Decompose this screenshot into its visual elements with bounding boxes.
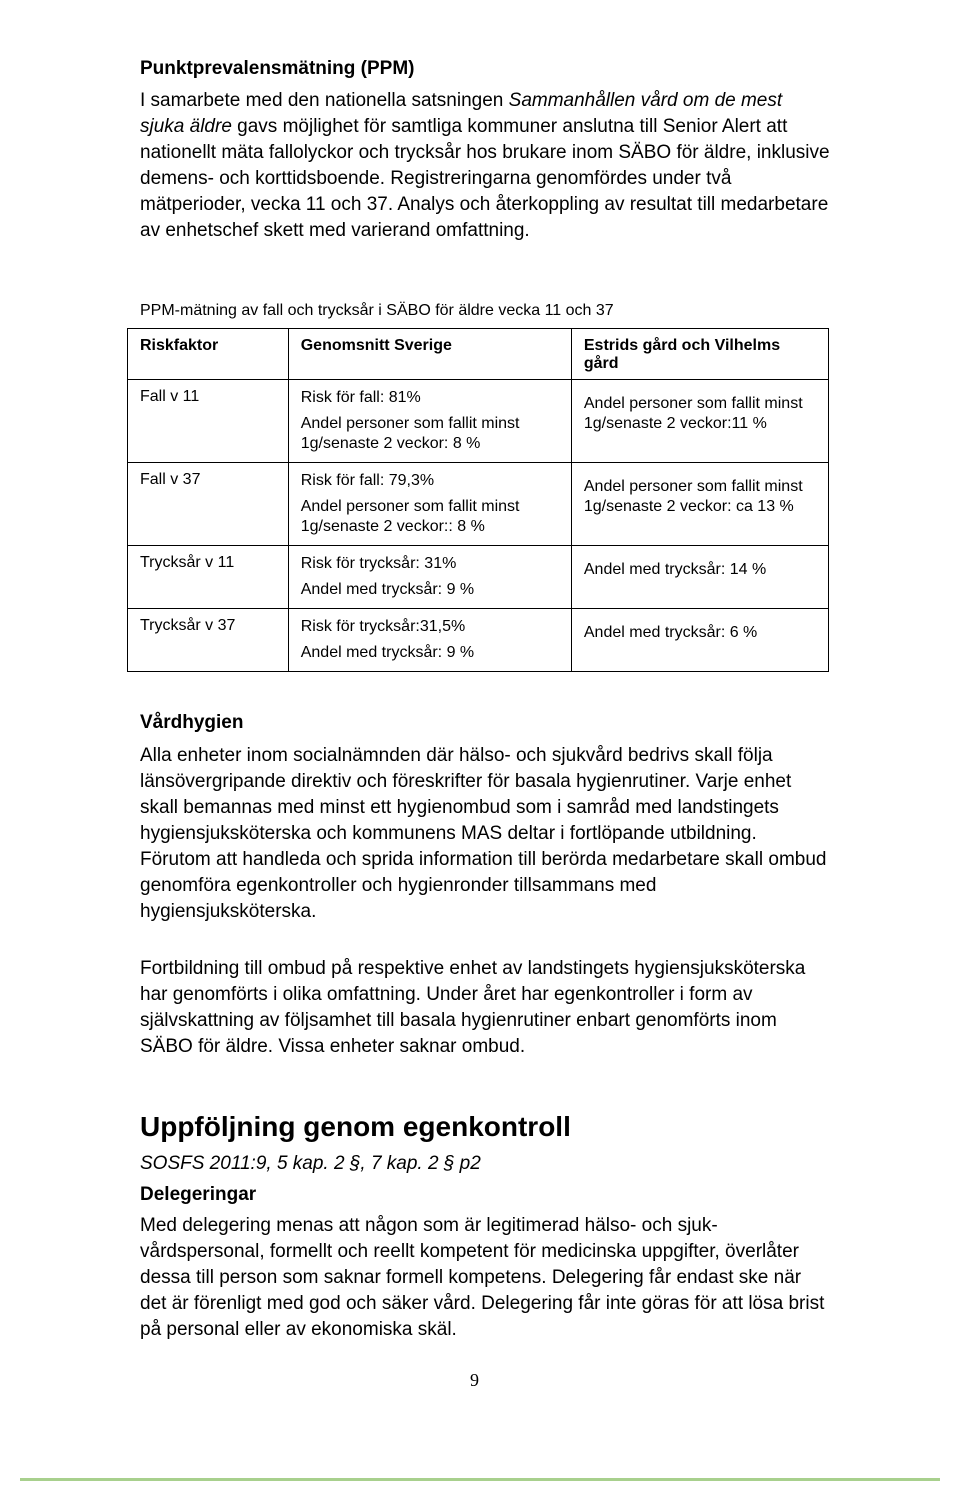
header-estrids-vilhelms: Estrids gård och Vilhelms gård — [571, 329, 828, 380]
ppm-heading: Punktprevalensmätning (PPM) — [140, 58, 415, 79]
estrid-andel: Andel personer som fallit minst 1g/senaste 2 veckor: ca 13 % — [583, 478, 803, 515]
row-factor: Fall v 37 — [128, 463, 289, 546]
row-factor: Trycksår v 37 — [128, 609, 289, 672]
delegeringar-paragraph: Med delegering menas att någon som är legitimerad hälso- och sjukvårdspersonal, formellt och reellt kompetent för medicinska uppgifter, överlåter dessa till person som saknar formell kompetens. Delegering får endast ske när det är förenligt med god och säker vård. Delegering får inte göras för att lösa brist på personal eller av ekonomiska skäl. — [140, 1215, 825, 1340]
table-row — [128, 380, 829, 463]
header-genomsnitt-sverige: Genomsnitt Sverige — [288, 329, 571, 380]
row-estrid — [571, 546, 828, 609]
delegeringar-heading: Delegeringar — [140, 1184, 257, 1205]
sverige-andel: Andel med trycksår: 9 % — [300, 581, 475, 598]
ppm-paragraph-italic: Sammanhållen vård om de mest sjuka äldre — [140, 90, 783, 137]
table-row — [128, 546, 829, 609]
ppm-paragraph-prefix: I samarbete med den nationella satsningen — [140, 90, 509, 111]
row-factor: Trycksår v 11 — [128, 546, 289, 609]
ppm-paragraph-suffix: gavs möjlighet för samtliga kommuner anslutna till Senior Alert att nationellt mäta fallolyckor och trycksår hos brukare inom SÄBO för äldre, inklusive demens- och korttidsboende. Registreringarna genomfördes under två mätperioder, vecka 11 och 37. Analys och återkoppling av resultat till medarbetare av enhetschef skett med varierand omfattning. — [140, 116, 830, 241]
table-header-row — [128, 329, 829, 380]
vardhygien-heading: Vårdhygien — [140, 712, 244, 733]
sverige-andel: Andel personer som fallit minst 1g/senaste 2 veckor:: 8 % — [300, 498, 520, 535]
row-estrid — [571, 463, 828, 546]
sverige-risk: Risk för trycksår:31,5% — [300, 618, 466, 635]
sverige-risk: Risk för fall: 81% — [300, 389, 421, 406]
row-sverige — [288, 546, 571, 609]
row-sverige — [288, 463, 571, 546]
vardhygien-paragraph-2: Fortbildning till ombud på respektive enhet av landstingets hygiensjuksköterska har genomförts i olika omfattning. Under året har egenkontroller i form av självskattning av följsamhet till basala hygienrutiner enbart genomförts inom SÄBO för äldre. Vissa enheter saknar ombud. — [140, 958, 806, 1057]
table-row — [128, 463, 829, 546]
uppfoljning-heading: Uppföljning genom egenkontroll — [140, 1111, 571, 1142]
estrid-andel: Andel personer som fallit minst 1g/senaste 2 veckor:11 % — [583, 395, 803, 432]
table-caption: PPM-mätning av fall och trycksår i SÄBO för äldre vecka 11 och 37 — [140, 302, 614, 319]
vardhygien-paragraph-1: Alla enheter inom socialnämnden där hälso- och sjukvård bedrivs skall följa länsövergripande direktiv och föreskrifter för basala hygienrutiner. Varje enhet skall bemannas med minst ett hygienombud som i samråd med landstingets hygiensjuksköterska och kommunens MAS deltar i fortlöpande utbildning. Förutom att handleda och sprida information till berörda medarbetare skall ombud genomföra egenkontroller och hygienronder tillsammans med hygiensjuksköterska. — [140, 745, 827, 922]
estrid-andel: Andel med trycksår: 14 % — [583, 561, 767, 578]
sverige-risk: Risk för fall: 79,3% — [300, 472, 435, 489]
page-number: 9 — [470, 1370, 479, 1390]
sverige-risk: Risk för trycksår: 31% — [300, 555, 457, 572]
table-row — [128, 609, 829, 672]
ppm-table — [127, 328, 829, 672]
estrid-andel: Andel med trycksår: 6 % — [583, 624, 758, 641]
ppm-paragraph — [140, 88, 830, 244]
header-riskfaktor: Riskfaktor — [128, 329, 289, 380]
row-sverige — [288, 380, 571, 463]
row-factor: Fall v 11 — [128, 380, 289, 463]
footer-divider — [20, 1478, 940, 1481]
sosfs-reference: SOSFS 2011:9, 5 kap. 2 §, 7 kap. 2 § p2 — [140, 1153, 481, 1174]
sverige-andel: Andel med trycksår: 9 % — [300, 644, 475, 661]
sverige-andel: Andel personer som fallit minst 1g/senaste 2 veckor: 8 % — [300, 415, 520, 452]
row-estrid — [571, 380, 828, 463]
row-sverige — [288, 609, 571, 672]
row-estrid — [571, 609, 828, 672]
